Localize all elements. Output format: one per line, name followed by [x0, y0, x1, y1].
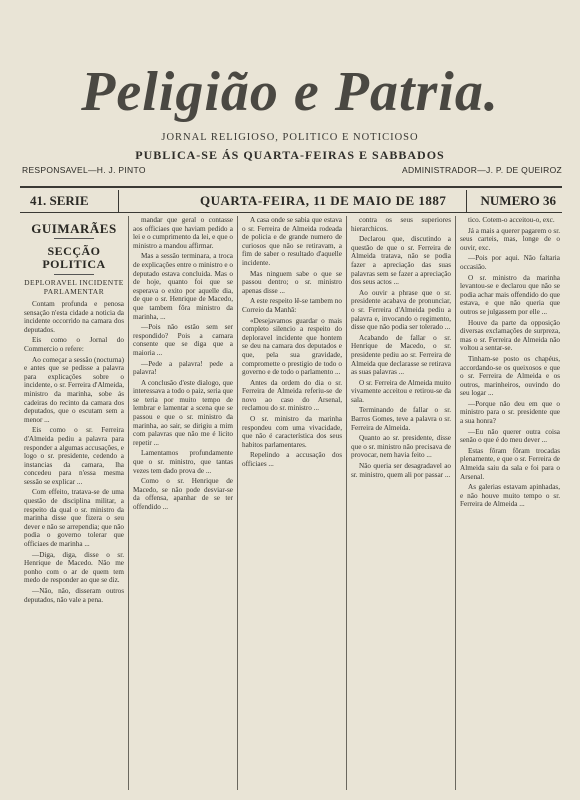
- paragraph: contra os seus superiores hierarchicos.: [351, 216, 451, 233]
- paragraph: Repelindo a accusação dos officiaes ...: [242, 451, 342, 469]
- divider: [54, 238, 94, 239]
- issue-divider: [466, 190, 467, 212]
- section-heading: SECÇÃO POLITICA: [42, 244, 106, 271]
- paragraph: Contam profunda e penosa sensação n'esta cidade a noticia da incidente occorrido na camara dos deputados.: [24, 300, 124, 334]
- divider: [54, 274, 94, 275]
- paragraph: —Diga, diga, disse o sr. Henrique de Macedo. Não me ponho com o ar de quem tem medo de responder ao que se diz.: [24, 550, 124, 585]
- masthead-subtitle: JORNAL RELIGIOSO, POLITICO E NOTICIOSO: [161, 132, 419, 143]
- issue-row: [20, 190, 562, 212]
- paragraph: A este respeito lê-se tambem no Correio da Manhã:: [242, 297, 342, 314]
- paragraph: mandar que geral o contasse aos officiaes que haviam pedido a lei e o cumprimento da lei, e que o ministro a mandou affirmar.: [133, 216, 233, 250]
- publication-schedule: PUBLICA-SE ÁS QUARTA-FEIRAS E SABBADOS: [135, 148, 445, 162]
- paragraph: —Pois não estão sem ser respondido? Pois a camara consente que se diga que a maioria ...: [133, 323, 233, 357]
- paragraph: —Não, não, disseram outros deputados, não vale a pena.: [24, 587, 124, 604]
- column-divider: [346, 216, 347, 790]
- paragraph: Acabando de fallar o sr. Henrique de Macedo, o sr. presidente pediu ao sr. Ferreira de Almeida que declarasse se retirava as suas palavras ...: [351, 333, 451, 377]
- column-3: [242, 216, 342, 790]
- paragraph: Houve da parte da opposição diversas exclamações de surpreza, mas o sr. Ferreira de Almeida não voltou a sentar-se.: [460, 318, 560, 353]
- paragraph: Com effeito, tratava-se de uma questão de disciplina militar, a respeito da qual o sr. ministro da marinha disse que fizera o seu dever e não se arrependia; que não podia o governo tolerar que officiaes de marinha ...: [24, 488, 124, 549]
- paragraph: Ao começar a sessão (nocturna) e antes que se pedisse a palavra para explicações sobre o incidente, o sr. Ferreira d'Almeida, ministro da marinha, sobe ás cadeiras do recinto da camara dos deputados, que o escutam sem a menor ...: [24, 355, 124, 424]
- top-rule: [20, 186, 562, 188]
- paragraph: A casa onde se sabia que estava o sr. Ferreira de Almeida rodeada de policia e de grande numero de curiosos que não se retiravam, a fim de saber o resultado d'aquelle incidente.: [242, 216, 342, 267]
- column-2: [133, 216, 233, 790]
- paragraph: Já a mais a querer pagarem o sr. seus carteis, mas, longe de o ouvir, exc.: [460, 226, 560, 252]
- paragraph: Lamentamos profundamente que o sr. ministro, que tantas vezes tem dado prova de ...: [133, 449, 233, 475]
- paragraph: A conclusão d'este dialogo, que interessava a todo o paiz, seria que se teria por muito tempo de lembrar e lamentar a scena que se passou e que o sr. ministro da marinha, ao sair, se dirigiu a mim com palavras que não me é licito repetir ...: [133, 378, 233, 447]
- paragraph: Ao ouvir a phrase que o sr. presidente acabava de pronunciar, o sr. Ferreira d'Almeida pediu a palavra e, invocando o regimento, disse que não podia ser tolerado ...: [351, 288, 451, 332]
- paragraph: Não queria ser desagradavel ao sr. ministro, quem ali por passar ...: [351, 462, 451, 479]
- paragraph: Eis como o Jornal do Commercio o refere:: [24, 336, 124, 353]
- paragraph: O sr. ministro da marinha respondeu com uma vivacidade, que não é característica dos seus habitos parlamentares.: [242, 415, 342, 449]
- issue-date: QUARTA-FEIRA, 11 DE MAIO DE 1887: [200, 193, 447, 208]
- issue-series: 41. SERIE: [30, 193, 89, 208]
- column-4: [351, 216, 451, 790]
- article-columns: [20, 216, 562, 790]
- bottom-rule: [20, 212, 562, 213]
- issue-number: NUMERO 36: [480, 193, 556, 208]
- paragraph: —Pede a palavra! pede a palavra!: [133, 359, 233, 377]
- paragraph: Eis como o sr. Ferreira d'Almeida pediu a palavra para responder a algumas accusações, e logo o sr. presidente, cedendo a instancias da camara, lha concedeu para n'essa mesma sessão se explicar ...: [24, 426, 124, 486]
- paragraph: tico. Cotem-o acceitou-o, exc.: [468, 216, 555, 224]
- column-divider: [128, 216, 129, 790]
- section-title: GUIMARÃES: [31, 221, 117, 236]
- column-divider: [455, 216, 456, 790]
- staff-row: [22, 165, 562, 179]
- paragraph: O sr. Ferreira de Almeida muito vivamente acceitou e retirou-se da sala.: [351, 378, 451, 404]
- section-subheading: DEPLORAVEL INCIDENTE PARLAMENTAR: [24, 278, 124, 296]
- paragraph: Tinham-se posto os chapéus, accordando-se os queixosos e que o sr. Ferreira de Almeida e os outros, marinheiros, ouvindo do seu logar ...: [460, 354, 560, 398]
- issue-divider: [118, 190, 119, 212]
- paragraph: —Pois por aqui. Não faltaria occasião.: [460, 254, 560, 271]
- column-divider: [237, 216, 238, 790]
- paragraph: Como o sr. Henrique de Macedo, se não pode desviar-se da offensa, apanhar de se ter offendido ...: [133, 477, 233, 511]
- paragraph: Quanto ao sr. presidente, disse que o sr. ministro não precisava de provocar, nem havia feito ...: [351, 434, 451, 460]
- paragraph: «Desejavamos guardar o mais completo silencio a respeito do deploravel incidente que hontem se deu na camara dos deputados e que, pela sua gravidade, compromette o prestigio de todo o governo e de todo o parlamento ...: [242, 316, 342, 377]
- paragraph: —Porque não deu em que o ministro para o sr. presidente que a sua honra?: [460, 399, 560, 426]
- paragraph: Mas a sessão terminara, a troca de explicações entre o ministro e o deputado estava concluida. Mas o de hoje, quanto foi que se esperava o exito por aquelle dia, de que o sr. Henrique de Macedo, que tambem fôra ministro da marinha, ...: [133, 252, 233, 321]
- masthead-title: Peligião e Patria.: [81, 61, 499, 123]
- column-1: [24, 216, 124, 790]
- paragraph: —Eu não querer outra coisa senão o que é do meu dever ...: [460, 427, 560, 445]
- paragraph: As galerias estavam apinhadas, e não houve muito tempo o sr. Ferreira de Almeida ...: [460, 483, 560, 509]
- paragraph: Mas ninguem sabe o que se passou dentro; o sr. ministro apenas disse ...: [242, 269, 342, 295]
- paragraph: Terminando de fallar o sr. Barros Gomes, teve a palavra o sr. Ferreira de Almeida.: [351, 406, 451, 432]
- paragraph: Antes da ordem do dia o sr. Ferreira de Almeida referiu-se de novo ao caso do Arsenal, reclamou do sr. ministro ...: [242, 378, 342, 413]
- paragraph: O sr. ministro da marinha levantou-se e declarou que não se podia achar mais offendido do que estava, e que não queria que outros se julgassem por elle ...: [460, 273, 560, 316]
- paragraph: Estas fôram fôram trocadas plenamente, e que o sr. Ferreira de Almeida saiu da sala e foi para o Arsenal.: [460, 446, 560, 481]
- paragraph: Declarou que, discutindo a questão de que o sr. Ferreira de Almeida tratava, não se podia fazer a apreciação das suas palavras sem se fazer a apreciação dos seus actos ...: [351, 235, 451, 287]
- column-5: [460, 216, 560, 790]
- responsible-editor: RESPONSAVEL—H. J. PINTO: [22, 165, 146, 175]
- administrator: ADMINISTRADOR—J. P. DE QUEIROZ: [402, 165, 562, 175]
